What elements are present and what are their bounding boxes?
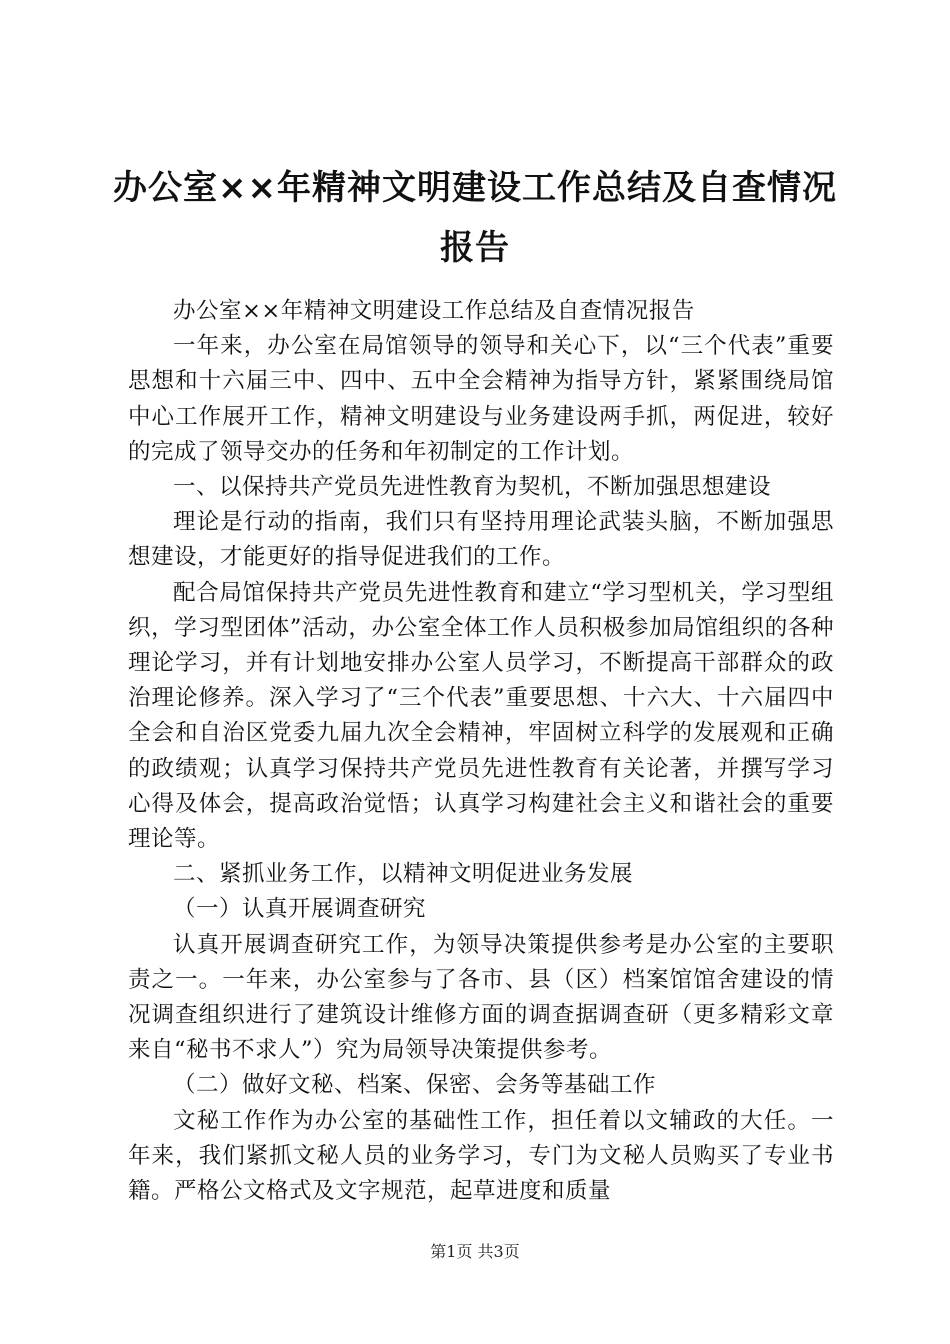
- section-heading: 二、紧抓业务工作，以精神文明促进业务发展: [173, 861, 634, 888]
- paragraph: 理论是行动的指南，我们只有坚持用理论武装头脑，不断加强思想建设，才能更好的指导促进我们的工作。: [128, 509, 834, 571]
- section-heading: 一、以保持共产党员先进性教育为契机，不断加强思想建设: [173, 474, 772, 501]
- paragraph: 文秘工作作为办公室的基础性工作，担任着以文辅政的大任。一年来，我们紧抓文秘人员的业务学习，专门为文秘人员购买了专业书籍。严格公文格式及文字规范，起草进度和质量: [128, 1107, 834, 1205]
- paragraph: 办公室××年精神文明建设工作总结及自查情况报告: [173, 298, 695, 324]
- paragraph: 配合局馆保持共产党员先进性教育和建立“学习型机关，学习型组织，学习型团体”活动，办公室全体工作人员积极参加局馆组织的各种理论学习，并有计划地安排办公室人员学习，不断提高干部群众的政治理论修养。深入学习了“三个代表”重要思想、十六大、十六届四中全会和自治区党委九届九次全会精神，牢固树立科学的发展观和正确的政绩观；认真学习保持共产党员先进性教育有关论著，并撰写学习心得及体会，提高政治觉悟；认真学习构建社会主义和谐社会的重要理论等。: [128, 579, 834, 853]
- subsection-heading: （一）认真开展调查研究: [173, 896, 427, 923]
- paragraph: 认真开展调查研究工作，为领导决策提供参考是办公室的主要职责之一。一年来，办公室参与了各市、县（区）档案馆馆舍建设的情况调查组织进行了建筑设计维修方面的调查据调查研（更多精彩文章来自“秘书不求人”）究为局领导决策提供参考。: [128, 931, 834, 1064]
- page-number-footer: 第1页 共3页: [430, 1242, 520, 1261]
- document-title: 办公室××年精神文明建设工作总结及自查情况报告: [113, 168, 837, 268]
- document-body: [128, 294, 834, 1209]
- subsection-heading: （二）做好文秘、档案、保密、会务等基础工作: [173, 1072, 657, 1099]
- paragraph: 一年来，办公室在局馆领导的领导和关心下，以“三个代表”重要思想和十六届三中、四中、五中全会精神为指导方针，紧紧围绕局馆中心工作展开工作，精神文明建设与业务建设两手抓，两促进，较好的完成了领导交办的任务和年初制定的工作计划。: [128, 333, 834, 465]
